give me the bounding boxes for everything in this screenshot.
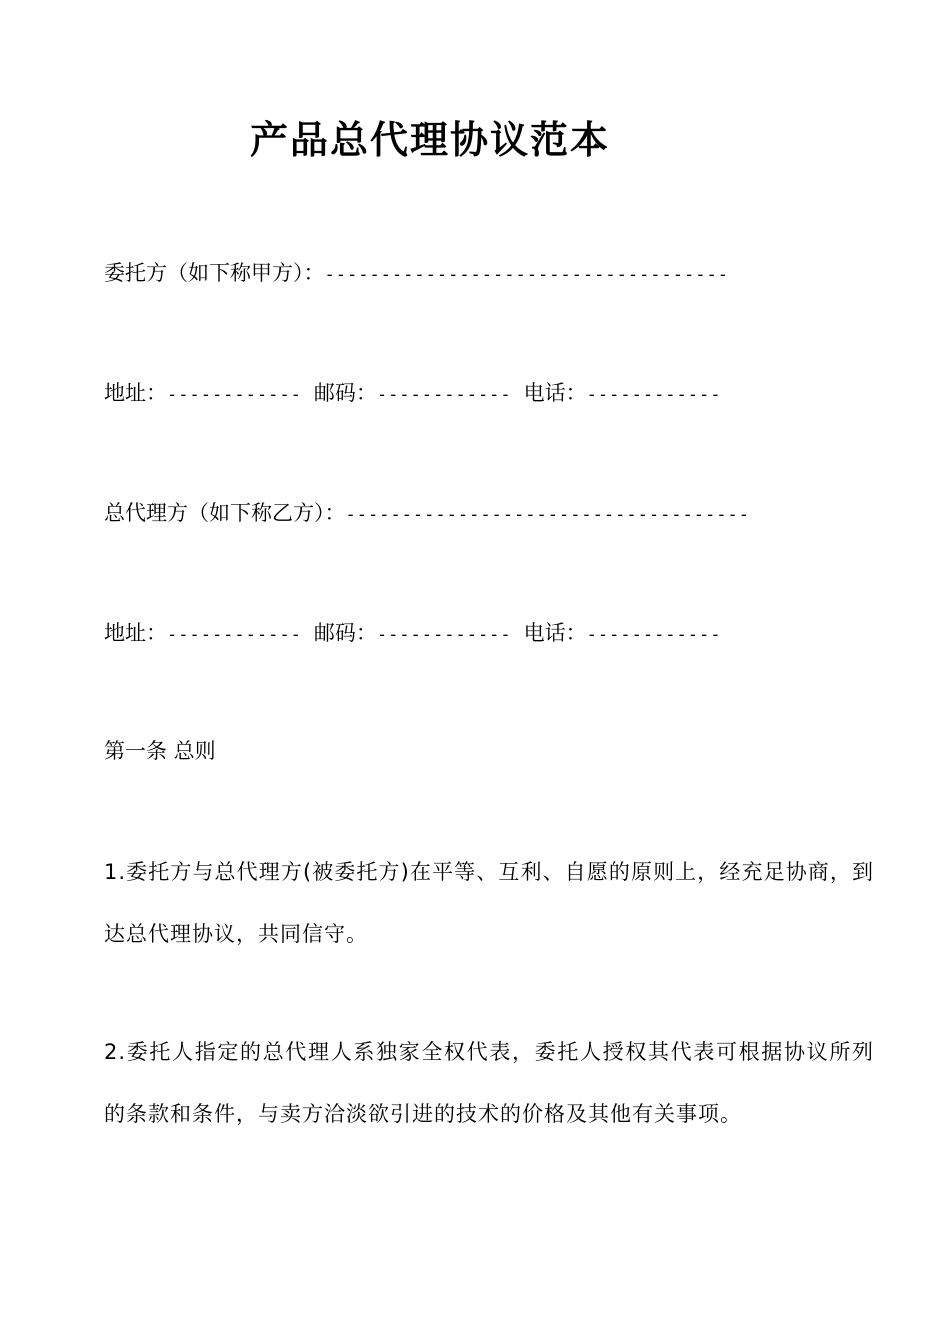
- address-blank: ------------: [167, 385, 302, 405]
- phone-blank: ------------: [586, 385, 722, 405]
- party-a-line: [104, 258, 729, 290]
- party-b-label: 总代理方（如下称乙方）：: [104, 501, 346, 525]
- party-a-contact-line: [104, 378, 721, 410]
- postcode-label: 邮码：: [313, 381, 377, 405]
- address-blank: ------------: [167, 625, 302, 645]
- section-heading: 第一条 总则: [104, 739, 216, 763]
- clause-2: 2.委托人指定的总代理人系独家全权代表，委托人授权其代表可根据协议所列的条款和条件，与卖方洽淡欲引进的技术的价格及其他有关事项。: [104, 1040, 874, 1126]
- party-a-blank: ------------------------------------: [324, 265, 729, 285]
- document-title: 产品总代理协议范本: [249, 118, 610, 162]
- party-b-line: [104, 498, 750, 530]
- phone-label: 电话：: [523, 621, 587, 645]
- phone-label: 电话：: [523, 381, 587, 405]
- party-b-contact-line: [104, 618, 721, 650]
- party-b-blank: ------------------------------------: [345, 505, 750, 525]
- address-label: 地址：: [104, 621, 167, 645]
- postcode-label: 邮码：: [313, 621, 377, 645]
- address-label: 地址：: [104, 381, 167, 405]
- party-a-label: 委托方（如下称甲方）：: [104, 261, 325, 285]
- phone-blank: ------------: [586, 625, 722, 645]
- postcode-blank: ------------: [376, 625, 512, 645]
- postcode-blank: ------------: [376, 385, 512, 405]
- clause-1: 1.委托方与总代理方(被委托方)在平等、互利、自愿的原则上，经充足协商，到达总代理协议，共同信守。: [104, 860, 874, 946]
